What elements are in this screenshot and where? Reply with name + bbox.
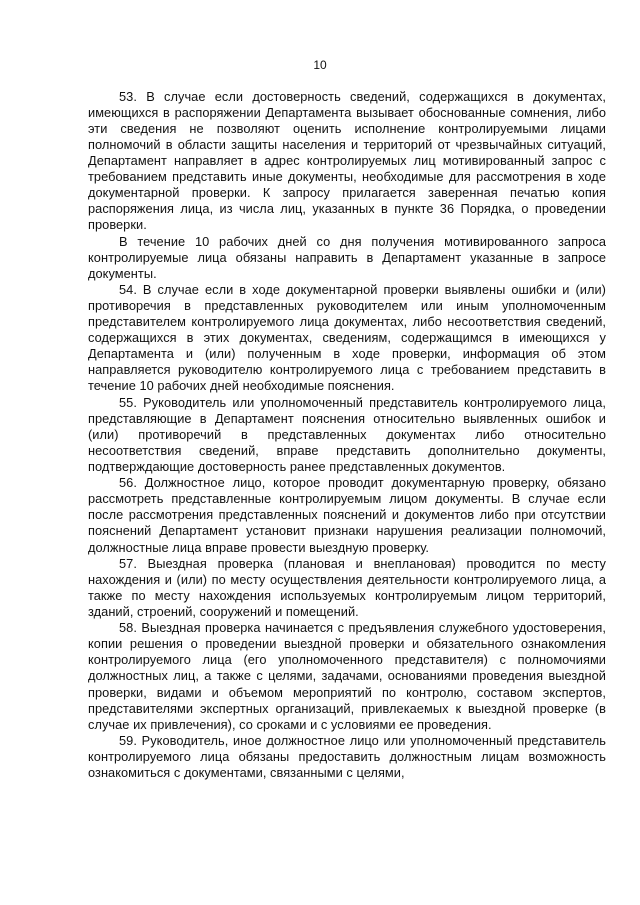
paragraph-55: 55. Руководитель или уполномоченный представитель контролируемого лица, представляющие в Департамент пояснения относительно выявленных ошибок и (или) противоречий в представленных документах либо относительно несоответствия сведений, вправе представить дополнительно документы, подтверждающие достоверность ранее представленных документов. <box>88 394 606 474</box>
paragraph-53-deadline: В течение 10 рабочих дней со дня получения мотивированного запроса контролируемые лица обязаны направить в Департамент указанные в запросе документы. <box>88 233 606 281</box>
paragraph-53: 53. В случае если достоверность сведений, содержащихся в документах, имеющихся в распоряжении Департамента вызывает обоснованные сомнения, либо эти сведения не позволяют оценить исполнение контролируемыми лицами полномочий в области защиты населения и территорий от чрезвычайных ситуаций, Департамент направляет в адрес контролируемых лиц мотивированный запрос с требованием представить иные документы, необходимые для рассмотрения в ходе документарной проверки. К запросу прилагается заверенная печатью копия распоряжения лица, из числа лиц, указанных в пункте 36 Порядка, о проведении проверки. <box>88 89 606 233</box>
document-body <box>88 89 606 781</box>
paragraph-57: 57. Выездная проверка (плановая и внеплановая) проводится по месту нахождения и (или) по месту осуществления деятельности контролируемого лица, а также по месту нахождения используемых контролируемым лицом территорий, зданий, строений, сооружений и помещений. <box>88 555 606 619</box>
page-number: 10 <box>313 58 327 72</box>
paragraph-54: 54. В случае если в ходе документарной проверки выявлены ошибки и (или) противоречия в представленных руководителем или иным уполномоченным представителем контролируемого лица документах, либо несоответствия сведений, содержащихся в этих документах, сведениям, содержащимся в имеющихся у Департамента и (или) полученным в ходе проверки, информация об этом направляется руководителю контролируемого лица с требованием представить в течение 10 рабочих дней необходимые пояснения. <box>88 282 606 394</box>
paragraph-56: 56. Должностное лицо, которое проводит документарную проверку, обязано рассмотреть представленные контролируемым лицом документы. В случае если после рассмотрения представленных пояснений и документов либо при отсутствии пояснений Департамент установит признаки нарушения реализации полномочий, должностные лица вправе провести выездную проверку. <box>88 475 606 555</box>
paragraph-58: 58. Выездная проверка начинается с предъявления служебного удостоверения, копии решения о проведении выездной проверки и обязательного ознакомления контролируемого лица (его уполномоченного представителя) с полномочиями должностных лиц, а также с целями, задачами, основаниями проведения выездной проверки, видами и объемом мероприятий по контролю, составом экспертов, представителями экспертных организаций, привлекаемых к выездной проверке (в случае их привлечения), со сроками и с условиями ее проведения. <box>88 620 606 732</box>
paragraph-59: 59. Руководитель, иное должностное лицо или уполномоченный представитель контролируемого лица обязаны предоставить должностным лицам возможность ознакомиться с документами, связанными с целями, <box>88 732 606 781</box>
